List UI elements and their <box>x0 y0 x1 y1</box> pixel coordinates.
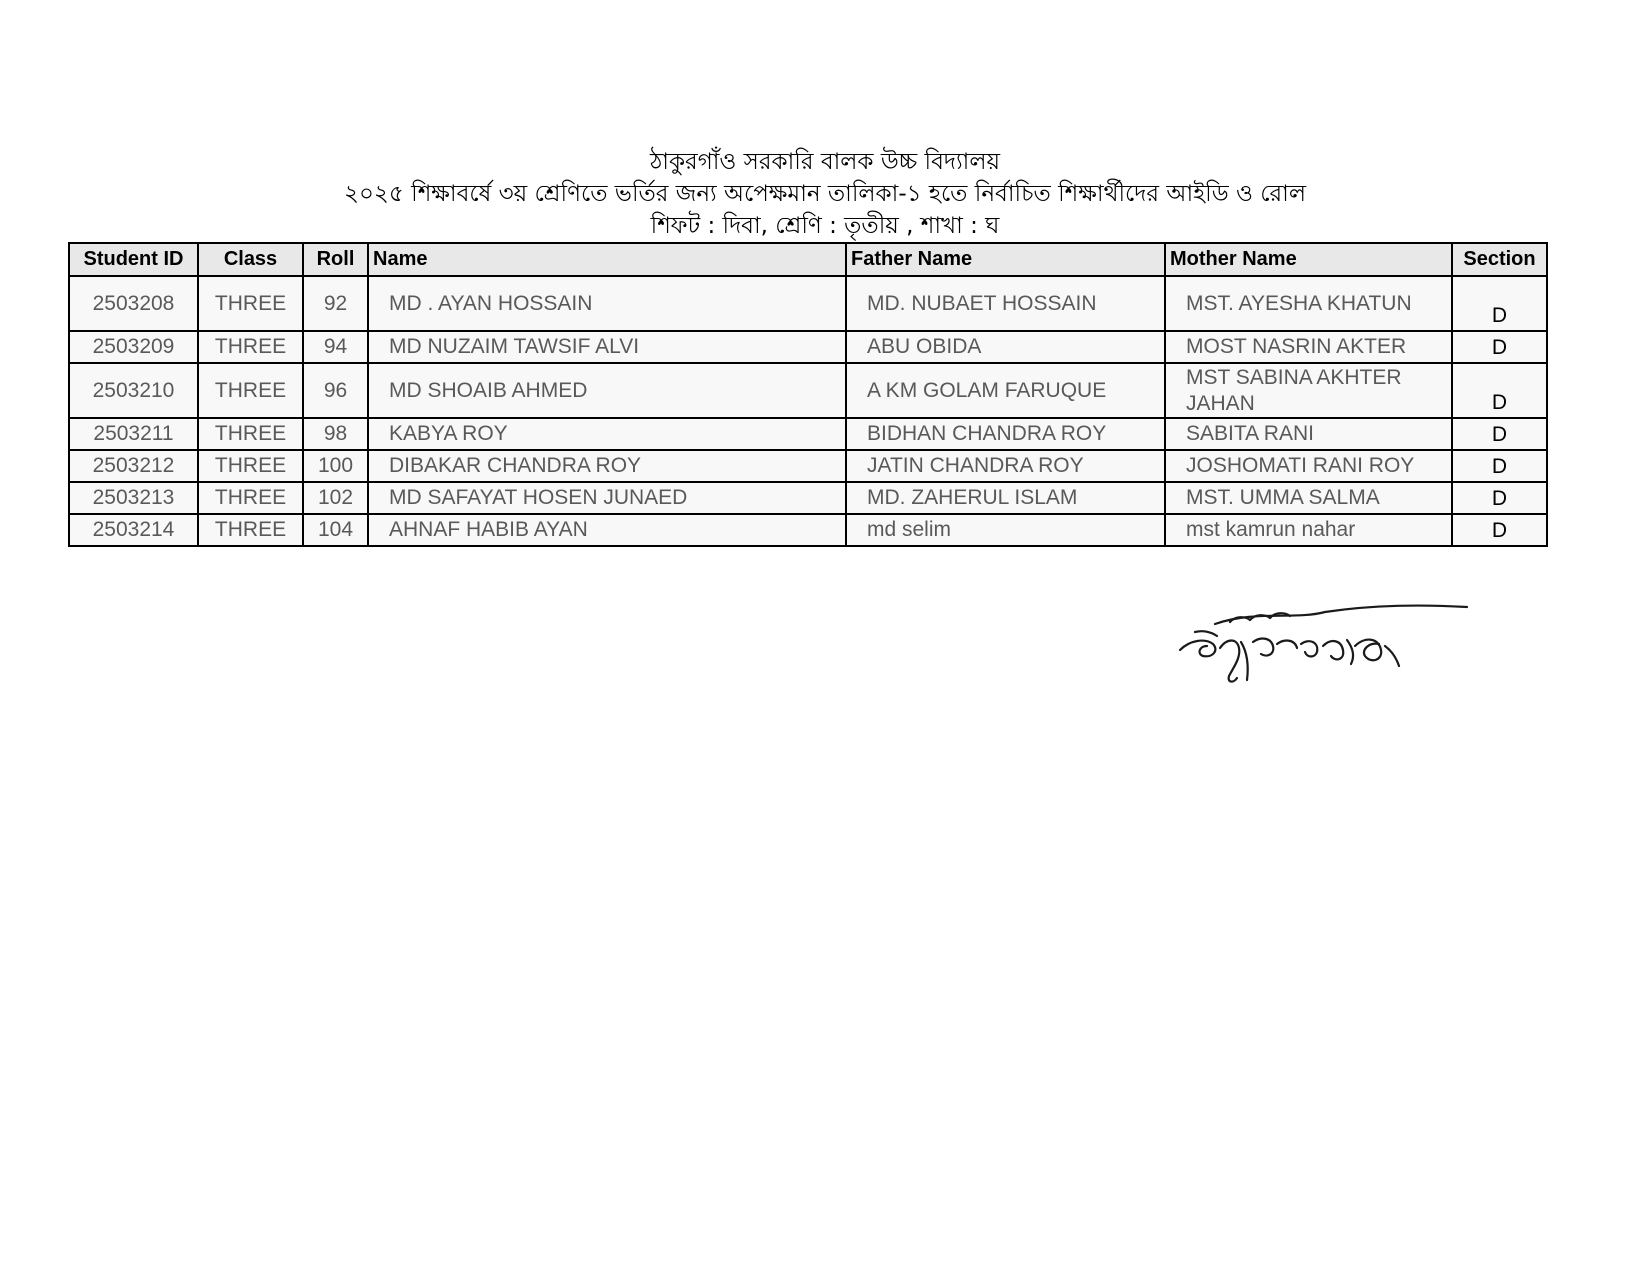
table-header-row <box>69 243 1547 276</box>
cell-section: D <box>1452 418 1547 450</box>
cell-name: MD NUZAIM TAWSIF ALVI <box>368 331 846 363</box>
cell-section: D <box>1452 450 1547 482</box>
cell-roll: 104 <box>303 514 368 546</box>
cell-class: THREE <box>198 482 303 514</box>
cell-section: D <box>1452 514 1547 546</box>
cell-name: KABYA ROY <box>368 418 846 450</box>
cell-mother-name: mst kamrun nahar <box>1165 514 1452 546</box>
cell-mother-name: MST. AYESHA KHATUN <box>1165 276 1452 331</box>
cell-mother-name: MST. UMMA SALMA <box>1165 482 1452 514</box>
cell-roll: 94 <box>303 331 368 363</box>
cell-class: THREE <box>198 418 303 450</box>
table-row <box>69 276 1547 331</box>
table-row <box>69 418 1547 450</box>
student-list-table <box>68 242 1548 547</box>
cell-roll: 96 <box>303 363 368 418</box>
table-row <box>69 331 1547 363</box>
column-header-mother-name: Mother Name <box>1165 243 1452 276</box>
cell-father-name: A KM GOLAM FARUQUE <box>846 363 1165 418</box>
cell-roll: 92 <box>303 276 368 331</box>
cell-section: D <box>1452 331 1547 363</box>
cell-mother-name: MOST NASRIN AKTER <box>1165 331 1452 363</box>
cell-student-id: 2503213 <box>69 482 198 514</box>
cell-student-id: 2503212 <box>69 450 198 482</box>
column-header-roll: Roll <box>303 243 368 276</box>
cell-name: MD SAFAYAT HOSEN JUNAED <box>368 482 846 514</box>
cell-class: THREE <box>198 331 303 363</box>
column-header-father-name: Father Name <box>846 243 1165 276</box>
cell-class: THREE <box>198 514 303 546</box>
cell-roll: 100 <box>303 450 368 482</box>
cell-roll: 102 <box>303 482 368 514</box>
cell-roll: 98 <box>303 418 368 450</box>
cell-student-id: 2503210 <box>69 363 198 418</box>
cell-class: THREE <box>198 363 303 418</box>
column-header-name: Name <box>368 243 846 276</box>
shift-class-section-line: শিফট : দিবা, শ্রেণি : তৃতীয় , শাখা : ঘ <box>650 213 1000 239</box>
cell-father-name: MD. ZAHERUL ISLAM <box>846 482 1165 514</box>
cell-father-name: ABU OBIDA <box>846 331 1165 363</box>
cell-mother-name: MST SABINA AKHTER JAHAN <box>1165 363 1452 418</box>
cell-class: THREE <box>198 450 303 482</box>
table-row <box>69 482 1547 514</box>
cell-father-name: md selim <box>846 514 1165 546</box>
cell-section: D <box>1452 363 1547 418</box>
column-header-student-id: Student ID <box>69 243 198 276</box>
list-title: ২০২৫ শিক্ষাবর্ষে ৩য় শ্রেণিতে ভর্তির জন্য অপেক্ষমান তালিকা-১ হতে নির্বাচিত শিক্ষার্থীদের আইডি ও রোল <box>344 181 1306 207</box>
cell-name: MD SHOAIB AHMED <box>368 363 846 418</box>
table-row <box>69 514 1547 546</box>
cell-father-name: MD. NUBAET HOSSAIN <box>846 276 1165 331</box>
cell-section: D <box>1452 276 1547 331</box>
cell-mother-name: SABITA RANI <box>1165 418 1452 450</box>
cell-student-id: 2503208 <box>69 276 198 331</box>
column-header-section: Section <box>1452 243 1547 276</box>
school-name: ঠাকুরগাঁও সরকারি বালক উচ্চ বিদ্যালয় <box>649 149 1001 175</box>
cell-name: AHNAF HABIB AYAN <box>368 514 846 546</box>
table-row <box>69 450 1547 482</box>
cell-name: DIBAKAR CHANDRA ROY <box>368 450 846 482</box>
cell-father-name: BIDHAN CHANDRA ROY <box>846 418 1165 450</box>
cell-father-name: JATIN CHANDRA ROY <box>846 450 1165 482</box>
cell-student-id: 2503214 <box>69 514 198 546</box>
cell-class: THREE <box>198 276 303 331</box>
cell-student-id: 2503209 <box>69 331 198 363</box>
cell-name: MD . AYAN HOSSAIN <box>368 276 846 331</box>
table-row <box>69 363 1547 418</box>
cell-student-id: 2503211 <box>69 418 198 450</box>
cell-section: D <box>1452 482 1547 514</box>
handwritten-signature-icon <box>1175 602 1475 702</box>
cell-mother-name: JOSHOMATI RANI ROY <box>1165 450 1452 482</box>
column-header-class: Class <box>198 243 303 276</box>
